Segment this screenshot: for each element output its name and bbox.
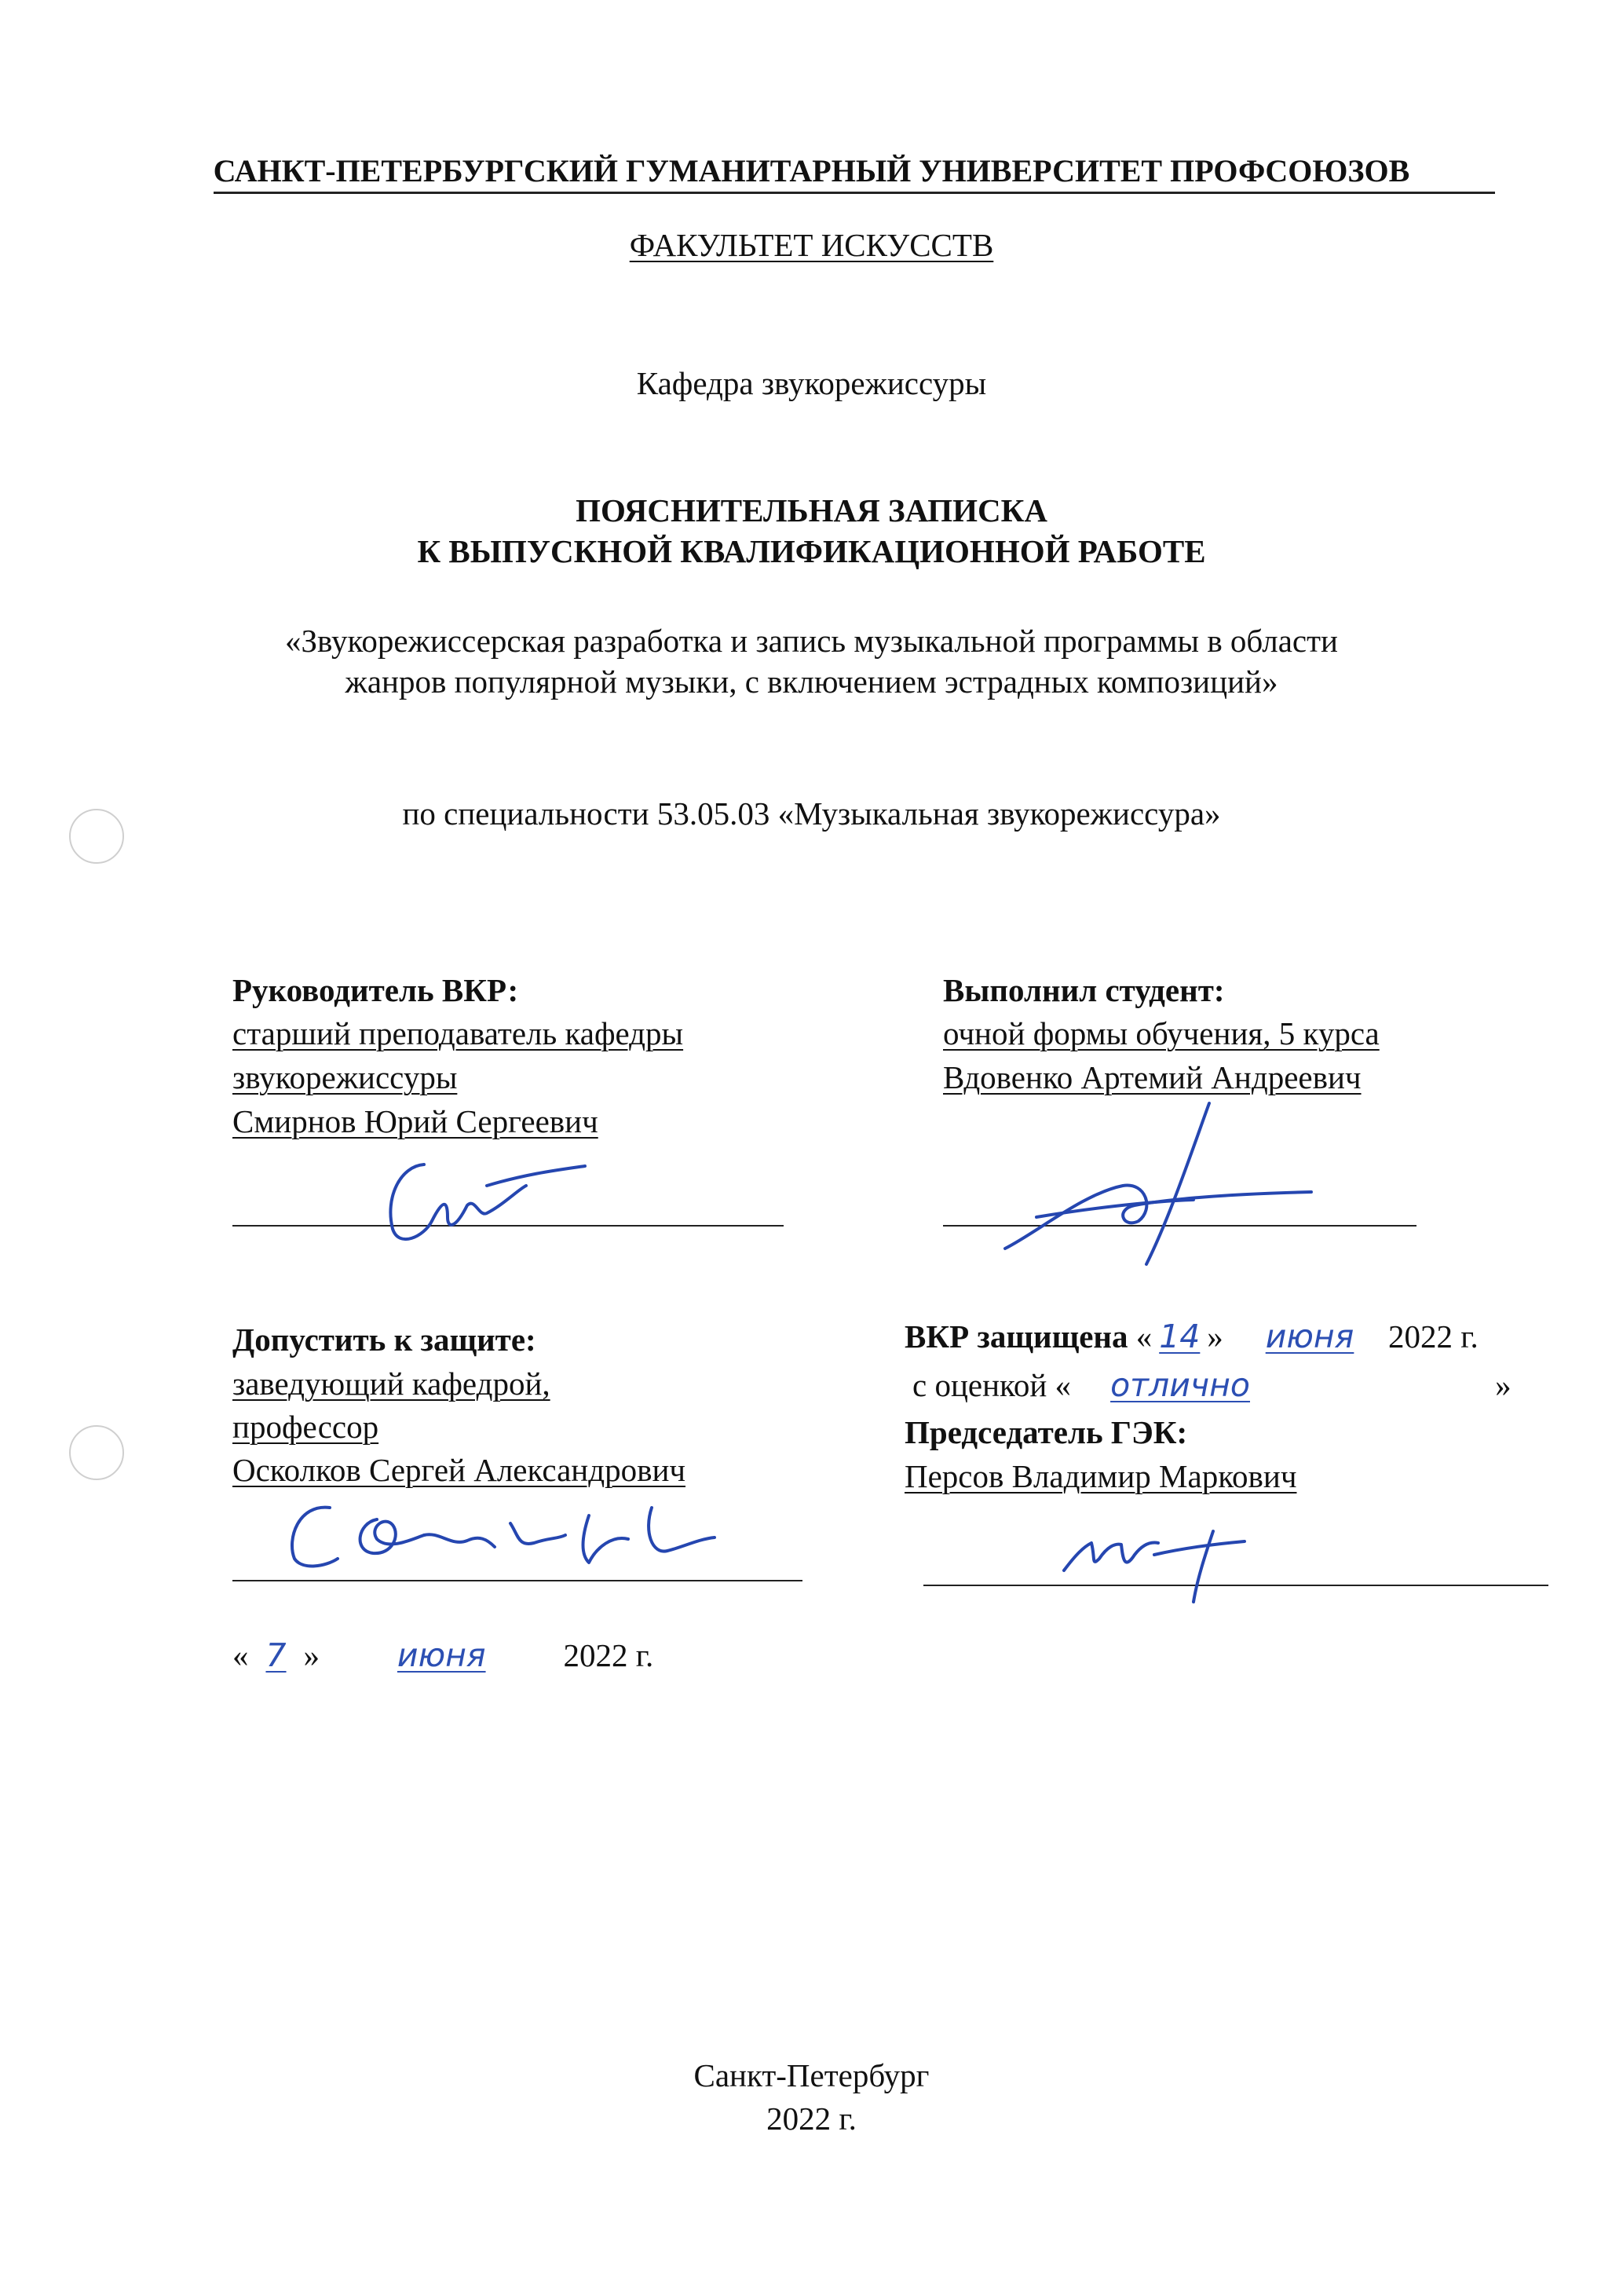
document-title-line2: К ВЫПУСКНОЙ КВАЛИФИКАЦИОННОЙ РАБОТЕ xyxy=(417,533,1206,569)
grade-line xyxy=(912,1365,1512,1406)
specialty: по специальности 53.05.03 «Музыкальная звукорежиссура» xyxy=(402,795,1221,832)
student-label: Выполнил студент: xyxy=(943,972,1225,1008)
admission-position-line1: заведующий кафедрой, xyxy=(232,1366,550,1402)
admission-signature xyxy=(283,1492,722,1578)
faculty-name: ФАКУЛЬТЕТ ИСКУССТВ xyxy=(629,227,994,263)
defense-date-close: » xyxy=(1207,1318,1223,1355)
admission-label: Допустить к защите: xyxy=(232,1322,536,1358)
footer-year: 2022 г. xyxy=(766,2100,857,2137)
supervisor-signature xyxy=(369,1143,589,1252)
supervisor-position-line1: старший преподаватель кафедры xyxy=(232,1015,684,1051)
admission-date-open: « xyxy=(232,1637,249,1673)
admission-date-month: июня xyxy=(397,1636,486,1674)
punch-hole-bottom xyxy=(69,1425,124,1480)
university-underline xyxy=(214,192,1495,194)
admission-position-line2: профессор xyxy=(232,1409,379,1445)
footer-city: Санкт-Петербург xyxy=(693,2057,930,2093)
defense-date-year: 2022 г. xyxy=(1388,1318,1479,1355)
admission-signature-line xyxy=(232,1580,802,1581)
grade-value: отлично xyxy=(1110,1366,1250,1404)
admission-name: Осколков Сергей Александрович xyxy=(232,1452,686,1488)
admission-date xyxy=(232,1635,653,1676)
admission-date-year: 2022 г. xyxy=(563,1637,654,1673)
defense-label: ВКР защищена xyxy=(905,1318,1128,1355)
chair-label: Председатель ГЭК: xyxy=(905,1414,1188,1450)
grade-label: с оценкой « xyxy=(912,1367,1072,1403)
topic-line1: «Звукорежиссерская разработка и запись музыкальной программы в области xyxy=(285,623,1338,659)
supervisor-name: Смирнов Юрий Сергеевич xyxy=(232,1103,598,1139)
supervisor-position-line2: звукорежиссуры xyxy=(232,1059,458,1095)
supervisor-label: Руководитель ВКР: xyxy=(232,972,519,1008)
student-info: очной формы обучения, 5 курса xyxy=(943,1015,1380,1051)
document-title-line1: ПОЯСНИТЕЛЬНАЯ ЗАПИСКА xyxy=(576,492,1047,528)
admission-date-close: » xyxy=(303,1637,320,1673)
department-name: Кафедра звукорежиссуры xyxy=(636,365,987,401)
defense-date-day: 14 xyxy=(1159,1318,1201,1355)
chair-signature xyxy=(1060,1512,1264,1606)
grade-close: » xyxy=(1495,1367,1512,1403)
student-name: Вдовенко Артемий Андреевич xyxy=(943,1059,1362,1095)
chair-name: Персов Владимир Маркович xyxy=(905,1458,1297,1494)
defense-date-open: « xyxy=(1135,1318,1153,1355)
student-signature xyxy=(989,1099,1319,1272)
defense-line xyxy=(905,1316,1479,1357)
university-name: САНКТ-ПЕТЕРБУРГСКИЙ ГУМАНИТАРНЫЙ УНИВЕРСИТЕТ ПРОФСОЮЗОВ xyxy=(213,153,1410,188)
admission-date-day: 7 xyxy=(265,1636,287,1674)
topic-line2: жанров популярной музыки, с включением эстрадных композиций» xyxy=(345,664,1278,700)
defense-date-month: июня xyxy=(1265,1318,1354,1355)
